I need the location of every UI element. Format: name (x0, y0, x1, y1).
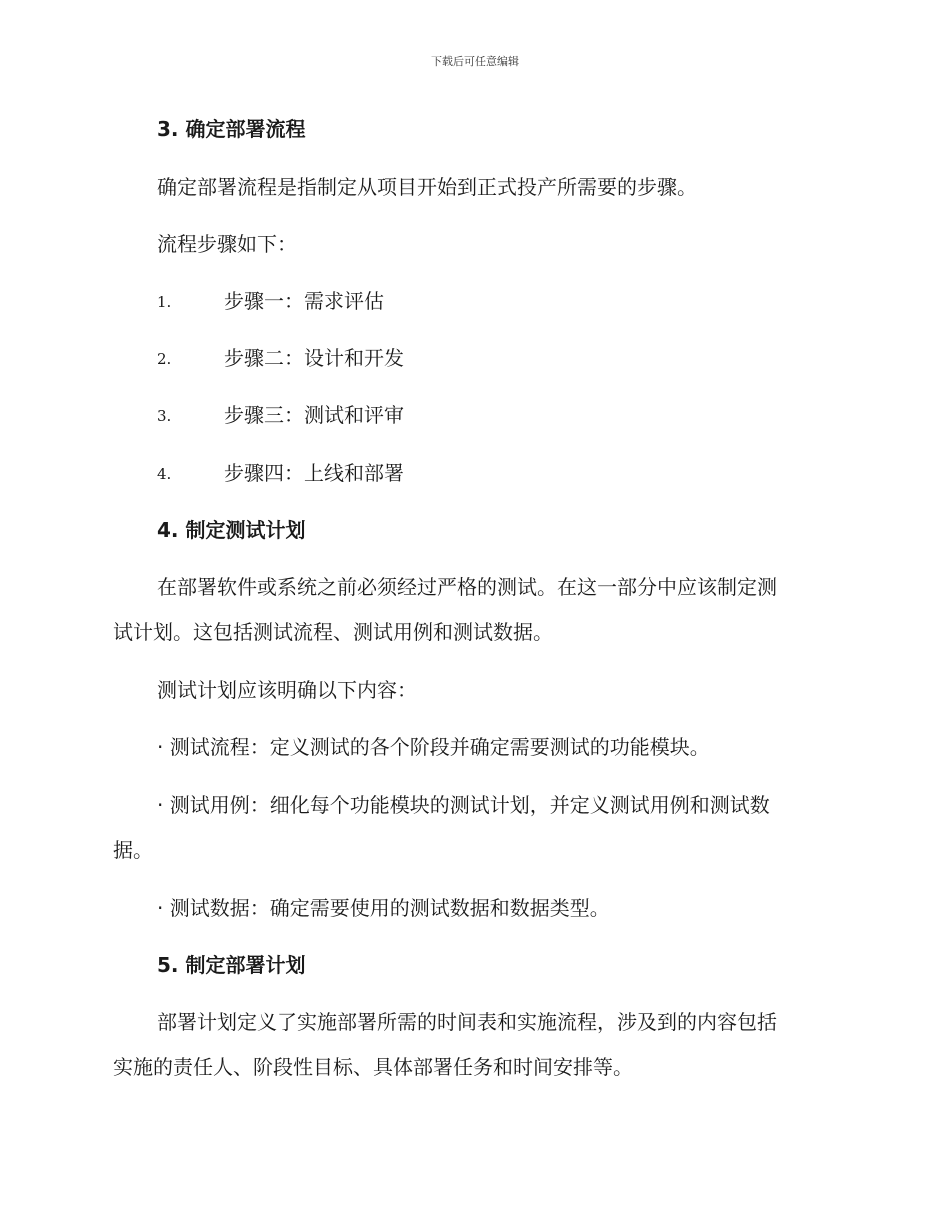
bullet-item: · 测试流程：定义测试的各个阶段并确定需要测试的功能模块。 (157, 735, 710, 759)
section-4-paragraph-line1: 在部署软件或系统之前必须经过严格的测试。在这一部分中应该制定测 (157, 575, 777, 599)
section-4-paragraph-line2: 试计划。这包括测试流程、测试用例和测试数据。 (113, 620, 553, 644)
step-number: 2. (157, 350, 172, 368)
section-4-intro: 测试计划应该明确以下内容： (157, 678, 417, 702)
step-text: 步骤二：设计和开发 (224, 346, 404, 370)
section-3-steps-intro: 流程步骤如下： (157, 232, 297, 256)
bullet-item-line2: 据。 (113, 838, 153, 862)
section-3-paragraph: 确定部署流程是指制定从项目开始到正式投产所需要的步骤。 (157, 175, 697, 199)
step-number: 4. (157, 465, 172, 483)
section-3-heading: 3. 确定部署流程 (157, 117, 306, 141)
section-5-paragraph-line1: 部署计划定义了实施部署所需的时间表和实施流程，涉及到的内容包括 (157, 1010, 777, 1034)
page-header: 下载后可任意编辑 (431, 55, 519, 68)
step-text: 步骤四：上线和部署 (224, 461, 404, 485)
bullet-item-line1: · 测试用例：细化每个功能模块的测试计划，并定义测试用例和测试数 (157, 793, 770, 817)
section-5-paragraph-line2: 实施的责任人、阶段性目标、具体部署任务和时间安排等。 (113, 1055, 633, 1079)
bullet-item: · 测试数据：确定需要使用的测试数据和数据类型。 (157, 896, 610, 920)
step-number: 3. (157, 407, 172, 425)
section-5-heading: 5. 制定部署计划 (157, 953, 306, 977)
section-4-heading: 4. 制定测试计划 (157, 518, 306, 542)
step-text: 步骤三：测试和评审 (224, 403, 404, 427)
step-number: 1. (157, 293, 172, 311)
step-text: 步骤一：需求评估 (224, 289, 384, 313)
